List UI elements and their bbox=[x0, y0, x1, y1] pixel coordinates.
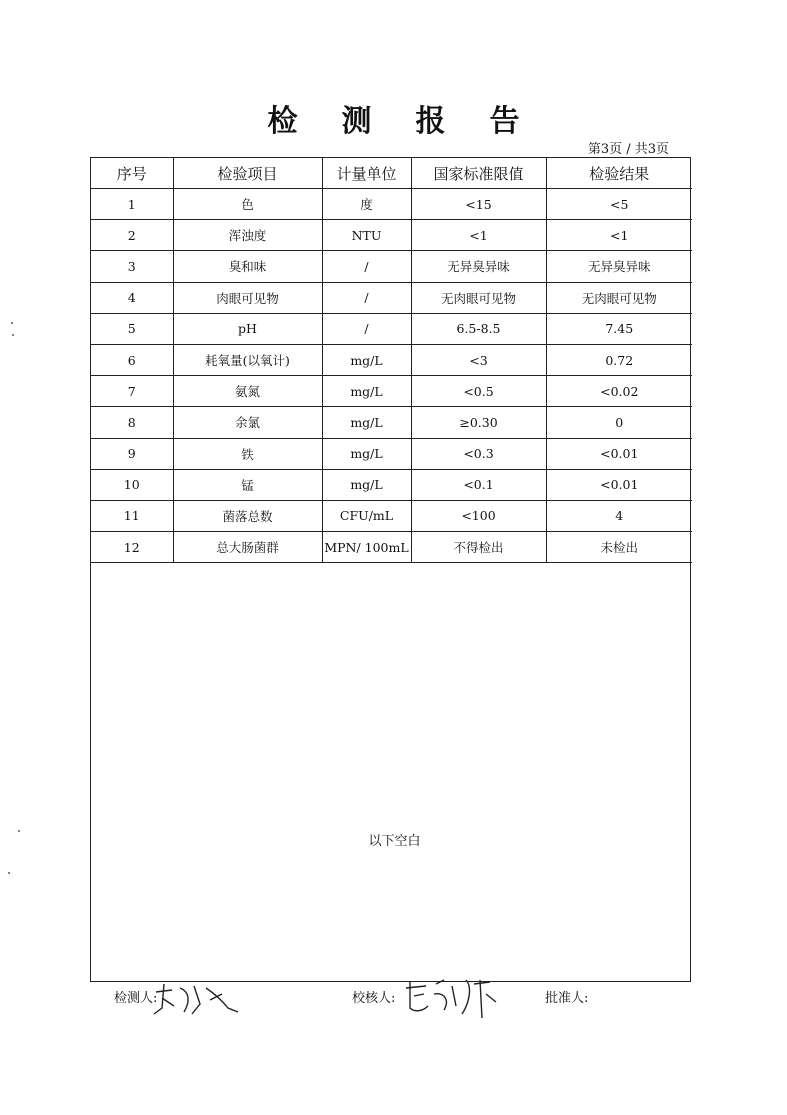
cell-unit: mg/L bbox=[322, 407, 411, 438]
cell-result: 4 bbox=[546, 500, 692, 531]
cell-index: 11 bbox=[91, 500, 173, 531]
approver-label: 批准人: bbox=[545, 991, 589, 1006]
cell-index: 5 bbox=[91, 313, 173, 344]
cell-result: 无肉眼可见物 bbox=[546, 282, 692, 313]
cell-item: 浑浊度 bbox=[173, 220, 322, 251]
cell-unit: mg/L bbox=[322, 438, 411, 469]
cell-limit: <0.1 bbox=[411, 469, 546, 500]
table-row bbox=[91, 532, 692, 563]
header-unit: 计量单位 bbox=[322, 158, 411, 189]
table-body bbox=[91, 189, 692, 563]
cell-index: 10 bbox=[91, 469, 173, 500]
title-char-3: 报 bbox=[415, 104, 446, 139]
cell-unit: / bbox=[322, 251, 411, 282]
cell-index: 4 bbox=[91, 282, 173, 313]
cell-item: 氨氮 bbox=[173, 376, 322, 407]
cell-item: 锰 bbox=[173, 469, 322, 500]
cell-result: <0.01 bbox=[546, 438, 692, 469]
cell-limit: 无肉眼可见物 bbox=[411, 282, 546, 313]
tester-label: 检测人: bbox=[114, 991, 158, 1006]
header-index: 序号 bbox=[91, 158, 173, 189]
cell-unit: CFU/mL bbox=[322, 500, 411, 531]
title-char-1: 检 bbox=[267, 104, 298, 139]
cell-item: 肉眼可见物 bbox=[173, 282, 322, 313]
cell-index: 6 bbox=[91, 344, 173, 375]
tester-signature bbox=[150, 978, 242, 1018]
cell-limit: <1 bbox=[411, 220, 546, 251]
cell-result: 7.45 bbox=[546, 313, 692, 344]
title-char-4: 告 bbox=[489, 104, 520, 139]
cell-item: 总大肠菌群 bbox=[173, 532, 322, 563]
cell-item: 余氯 bbox=[173, 407, 322, 438]
cell-item: 耗氧量(以氧计) bbox=[173, 344, 322, 375]
cell-index: 9 bbox=[91, 438, 173, 469]
table-row bbox=[91, 438, 692, 469]
cell-result: <0.01 bbox=[546, 469, 692, 500]
cell-unit: mg/L bbox=[322, 469, 411, 500]
results-table bbox=[91, 158, 692, 563]
cell-index: 1 bbox=[91, 189, 173, 220]
scan-speck bbox=[8, 872, 10, 874]
cell-index: 12 bbox=[91, 532, 173, 563]
cell-limit: <100 bbox=[411, 500, 546, 531]
header-result: 检验结果 bbox=[546, 158, 692, 189]
scan-speck bbox=[18, 830, 20, 832]
table-row bbox=[91, 313, 692, 344]
table-row bbox=[91, 282, 692, 313]
table-row bbox=[91, 469, 692, 500]
cell-index: 2 bbox=[91, 220, 173, 251]
cell-unit: / bbox=[322, 313, 411, 344]
cell-limit: 无异臭异味 bbox=[411, 251, 546, 282]
cell-result: 无异臭异味 bbox=[546, 251, 692, 282]
cell-result: <5 bbox=[546, 189, 692, 220]
report-frame bbox=[90, 157, 691, 982]
scan-speck bbox=[11, 322, 13, 324]
cell-item: 色 bbox=[173, 189, 322, 220]
cell-index: 3 bbox=[91, 251, 173, 282]
table-row bbox=[91, 344, 692, 375]
cell-limit: 6.5-8.5 bbox=[411, 313, 546, 344]
cell-unit: mg/L bbox=[322, 344, 411, 375]
cell-unit: / bbox=[322, 282, 411, 313]
table-row bbox=[91, 189, 692, 220]
cell-unit: mg/L bbox=[322, 376, 411, 407]
cell-unit: 度 bbox=[322, 189, 411, 220]
reviewer-signature bbox=[400, 972, 500, 1022]
cell-limit: <3 bbox=[411, 344, 546, 375]
cell-limit: 不得检出 bbox=[411, 532, 546, 563]
table-row bbox=[91, 376, 692, 407]
cell-item: 菌落总数 bbox=[173, 500, 322, 531]
scan-speck bbox=[12, 334, 14, 336]
cell-unit: MPN/ 100mL bbox=[322, 532, 411, 563]
cell-index: 7 bbox=[91, 376, 173, 407]
cell-limit: <15 bbox=[411, 189, 546, 220]
cell-result: <0.02 bbox=[546, 376, 692, 407]
cell-limit: <0.3 bbox=[411, 438, 546, 469]
header-item: 检验项目 bbox=[173, 158, 322, 189]
cell-limit: <0.5 bbox=[411, 376, 546, 407]
cell-unit: NTU bbox=[322, 220, 411, 251]
cell-result: 0.72 bbox=[546, 344, 692, 375]
cell-item: 臭和味 bbox=[173, 251, 322, 282]
report-title bbox=[0, 96, 787, 140]
cell-result: 未检出 bbox=[546, 532, 692, 563]
cell-result: 0 bbox=[546, 407, 692, 438]
page-info: 第3页 / 共3页 bbox=[587, 142, 669, 157]
blank-note: 以下空白 bbox=[368, 834, 421, 849]
cell-result: <1 bbox=[546, 220, 692, 251]
cell-limit: ≥0.30 bbox=[411, 407, 546, 438]
table-row bbox=[91, 220, 692, 251]
header-limit: 国家标准限值 bbox=[411, 158, 546, 189]
table-row bbox=[91, 251, 692, 282]
cell-item: 铁 bbox=[173, 438, 322, 469]
cell-index: 8 bbox=[91, 407, 173, 438]
table-row bbox=[91, 407, 692, 438]
title-char-2: 测 bbox=[341, 104, 372, 139]
table-header-row bbox=[91, 158, 692, 189]
cell-item: pH bbox=[173, 313, 322, 344]
reviewer-label: 校核人: bbox=[352, 991, 396, 1006]
table-row bbox=[91, 500, 692, 531]
